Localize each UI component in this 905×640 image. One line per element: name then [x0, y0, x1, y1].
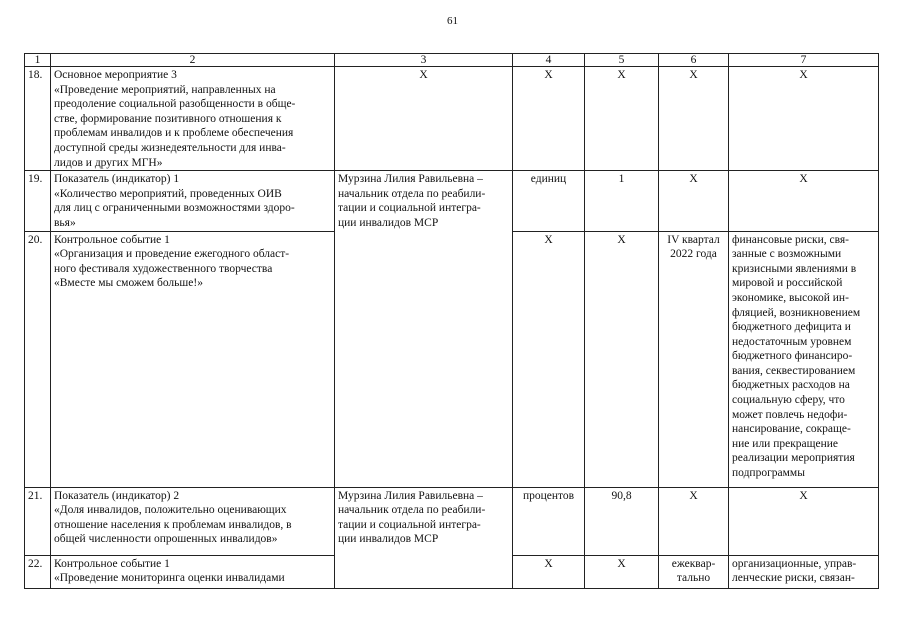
- row-value: Х: [585, 67, 659, 171]
- row-name: Основное мероприятие 3 «Проведение мероприятий, направленных на преодоление социальной разобщенности в обще- стве, формирование позитивного отношения к проблемам инвалидов и к проблеме обеспечения доступной среды жизнедеятельности для инва- лидов и других МГН»: [51, 67, 335, 171]
- row-deadline: IV квартал 2022 года: [659, 231, 729, 487]
- row-value: 1: [585, 171, 659, 231]
- row-name: Контрольное событие 1 «Проведение мониторинга оценки инвалидами: [51, 555, 335, 588]
- row-value: 90,8: [585, 487, 659, 555]
- row-risks: Х: [729, 171, 879, 231]
- row-unit: единиц: [513, 171, 585, 231]
- row-responsible: Мурзина Лилия Равильевна – начальник отдела по реабили- тации и социальной интегра- ции инвалидов МСР: [335, 487, 513, 588]
- program-table: [24, 53, 879, 589]
- table-row: [25, 67, 879, 171]
- row-risks: финансовые риски, свя- занные с возможными кризисными явлениями в мировой и российской экономике, высокой ин- фляцией, возникновением бюджетного дефицита и недостаточным уровнем бюджетного финансиро- вания, секвестированием бюджетных расходов на социальную сферу, что может повлечь недофи- нансирование, сокраще- ние или прекращение реализации мероприятия подпрограммы: [729, 231, 879, 487]
- column-header: 2: [51, 54, 335, 67]
- row-unit: Х: [513, 231, 585, 487]
- row-deadline: ежеквар- тально: [659, 555, 729, 588]
- row-name: Контрольное событие 1 «Организация и проведение ежегодного област- ного фестиваля художественного творчества «Вместе мы сможем больше!»: [51, 231, 335, 487]
- column-header: 1: [25, 54, 51, 67]
- column-header: 4: [513, 54, 585, 67]
- table-row: [25, 171, 879, 231]
- row-unit: Х: [513, 67, 585, 171]
- row-number: 22.: [25, 555, 51, 588]
- row-name: Показатель (индикатор) 2 «Доля инвалидов, положительно оценивающих отношение населения к проблемам инвалидов, в общей численности опрошенных инвалидов»: [51, 487, 335, 555]
- row-value: Х: [585, 231, 659, 487]
- table-row: [25, 487, 879, 555]
- page-number: 61: [447, 15, 458, 27]
- column-header: 7: [729, 54, 879, 67]
- row-deadline: Х: [659, 487, 729, 555]
- row-unit: Х: [513, 555, 585, 588]
- column-header: 3: [335, 54, 513, 67]
- row-responsible: Х: [335, 67, 513, 171]
- row-name: Показатель (индикатор) 1 «Количество мероприятий, проведенных ОИВ для лиц с ограниченными возможностями здоро- вья»: [51, 171, 335, 231]
- row-risks: организационные, управ- ленческие риски, связан-: [729, 555, 879, 588]
- row-deadline: Х: [659, 67, 729, 171]
- row-number: 20.: [25, 231, 51, 487]
- row-unit: процентов: [513, 487, 585, 555]
- row-responsible: Мурзина Лилия Равильевна – начальник отдела по реабили- тации и социальной интегра- ции инвалидов МСР: [335, 171, 513, 487]
- row-number: 18.: [25, 67, 51, 171]
- row-deadline: Х: [659, 171, 729, 231]
- column-header: 6: [659, 54, 729, 67]
- column-number-row: [25, 54, 879, 67]
- row-number: 19.: [25, 171, 51, 231]
- column-header: 5: [585, 54, 659, 67]
- row-risks: Х: [729, 67, 879, 171]
- row-number: 21.: [25, 487, 51, 555]
- row-value: Х: [585, 555, 659, 588]
- row-risks: Х: [729, 487, 879, 555]
